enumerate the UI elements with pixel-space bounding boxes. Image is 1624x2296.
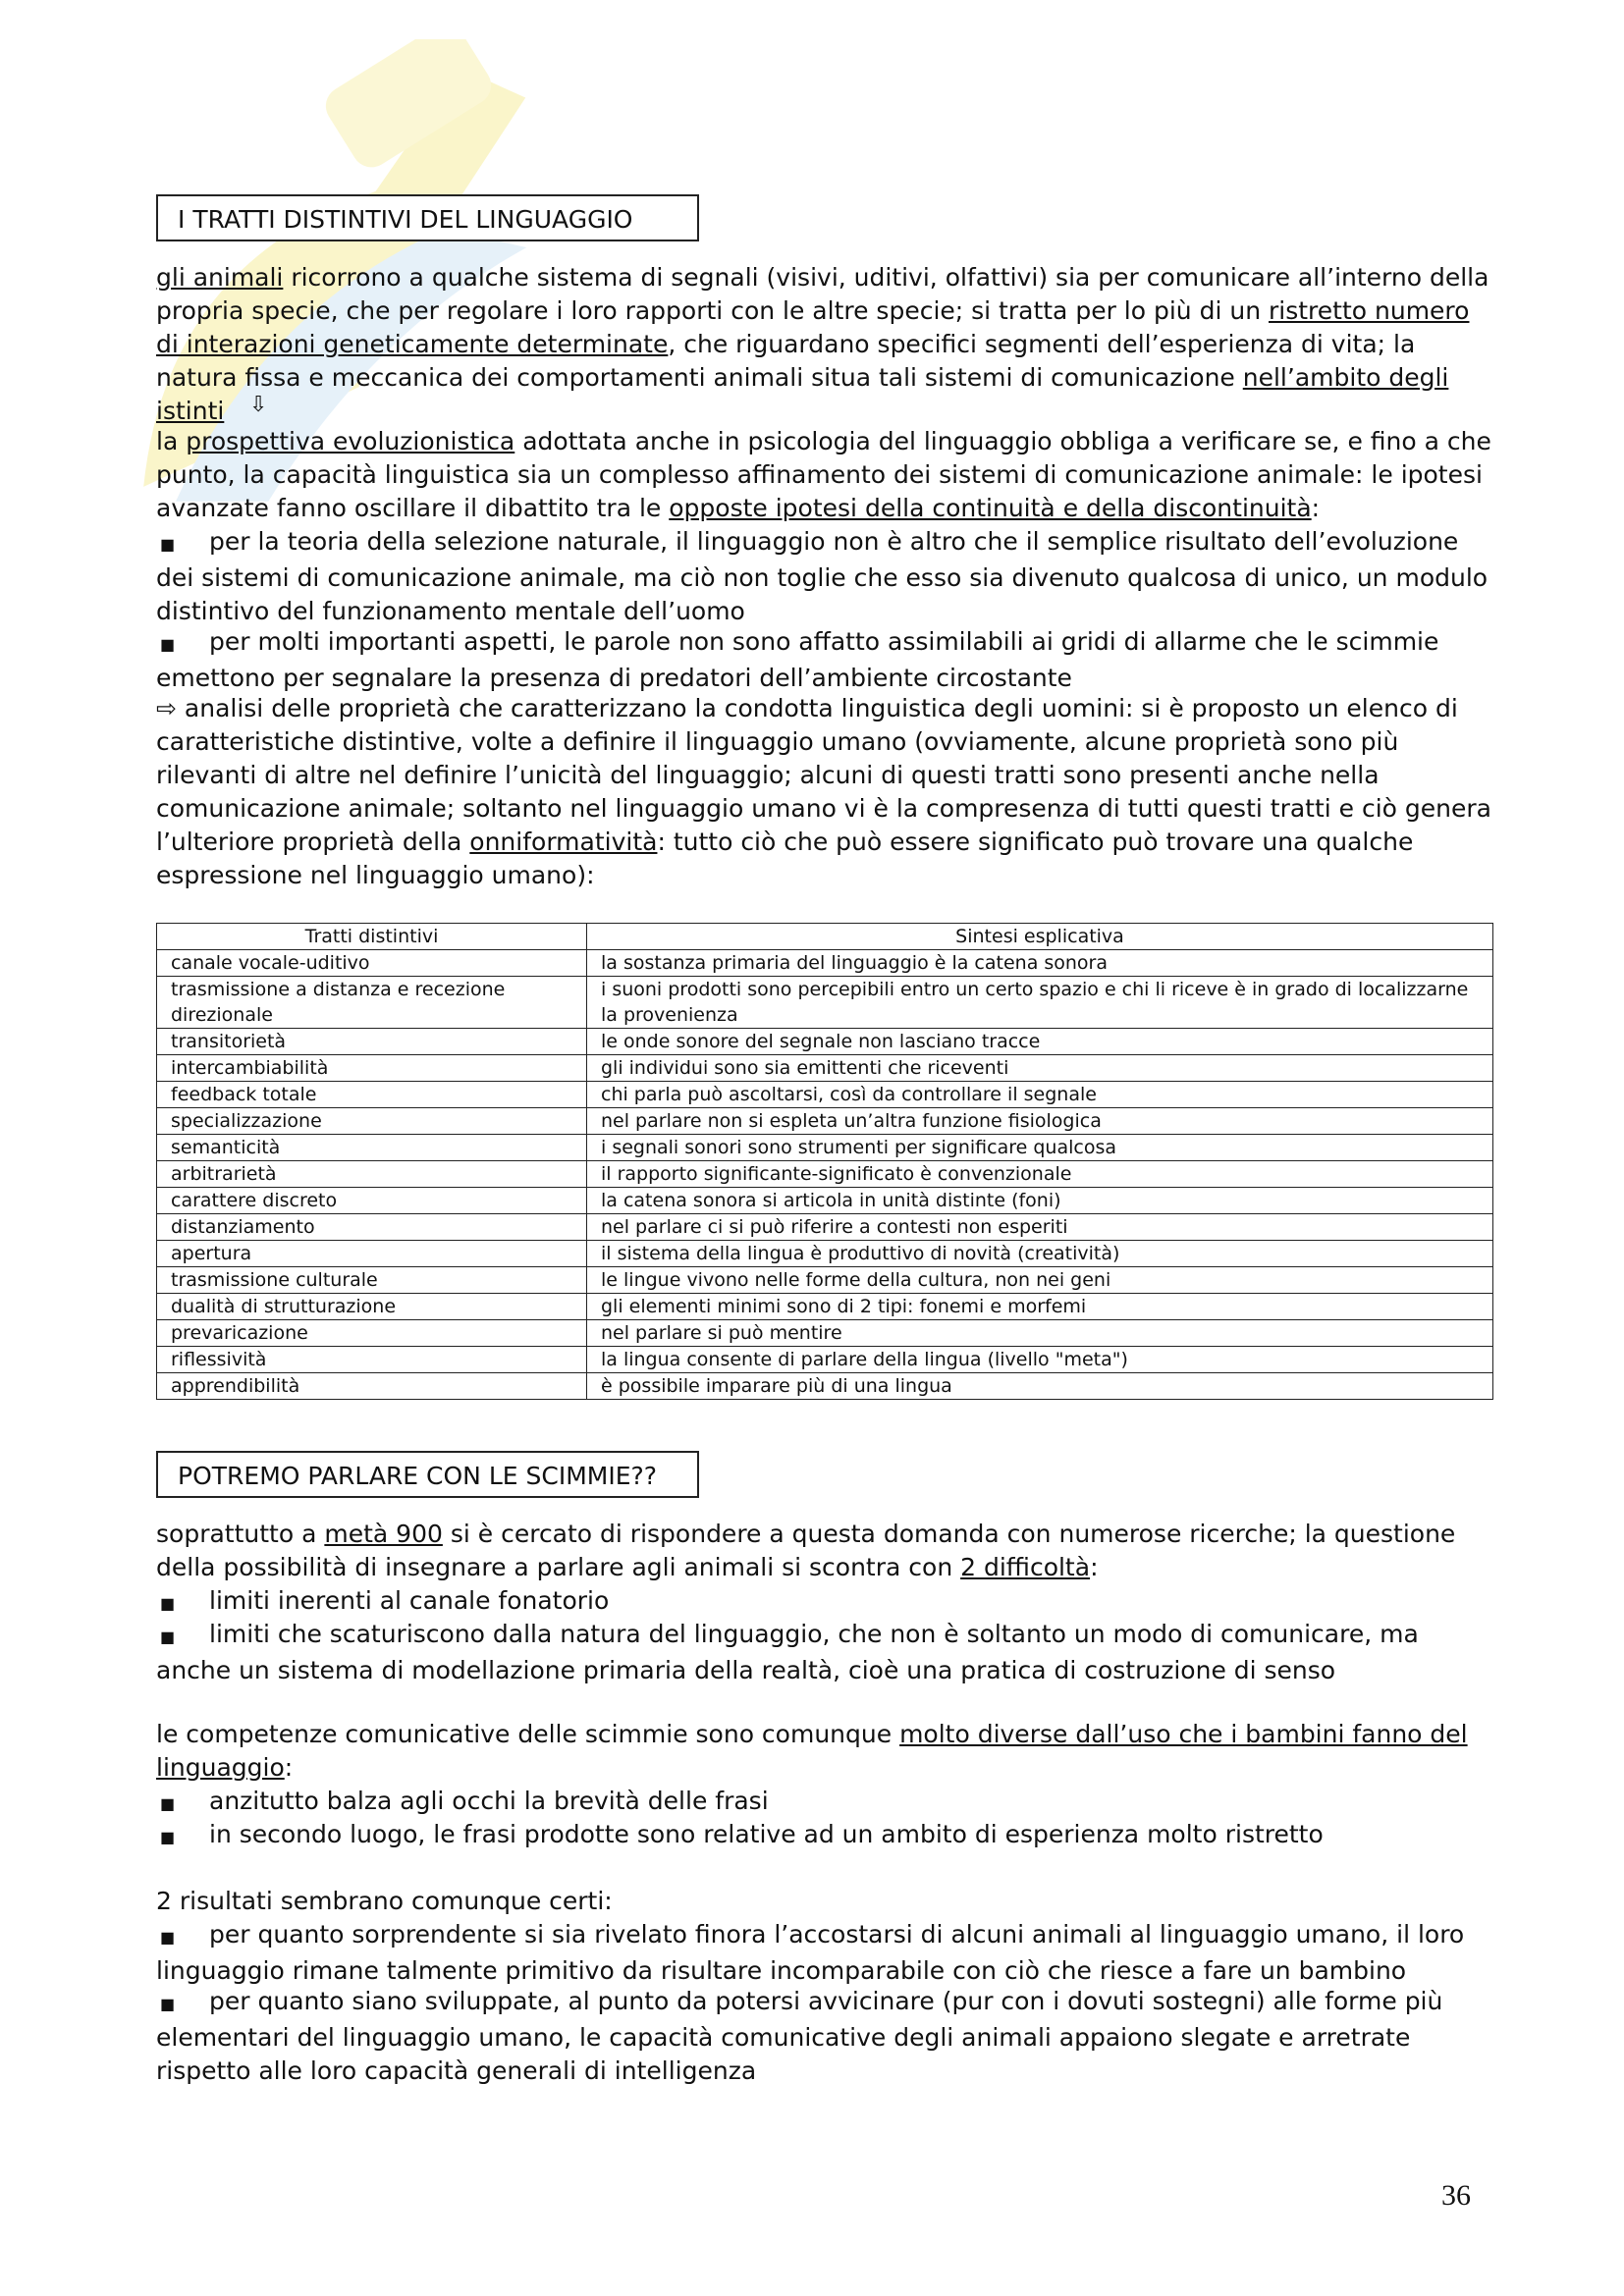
trait-description-cell: il rapporto significante-significato è convenzionale bbox=[587, 1161, 1493, 1188]
down-arrow-icon: ⇩ bbox=[249, 393, 268, 417]
bullet-item bbox=[156, 1918, 1491, 1988]
table-row bbox=[157, 1294, 1493, 1320]
table-row bbox=[157, 1188, 1493, 1214]
bullet-square-icon: ■ bbox=[160, 1995, 176, 2013]
column-header-traits: Tratti distintivi bbox=[157, 924, 587, 950]
table-row bbox=[157, 1108, 1493, 1135]
bullet-square-icon: ■ bbox=[160, 1594, 176, 1613]
trait-description-cell: le onde sonore del segnale non lasciano tracce bbox=[587, 1029, 1493, 1055]
text-span: soprattutto a bbox=[156, 1520, 325, 1548]
table-row bbox=[157, 1347, 1493, 1373]
bullet-square-icon: ■ bbox=[160, 535, 176, 554]
bullet-square-icon: ■ bbox=[160, 1628, 176, 1646]
text-span: analisi delle proprietà che caratterizzano la condotta linguistica degli uomini: si è proposto un elenco di caratteristiche distintive, volte a definire il linguaggio umano (ovviamente, alcune proprietà sono più rilevanti di altre nel definire l’unicità del linguaggio; alcuni di questi tratti sono presenti anche nella comunicazione animale; soltanto nel linguaggio umano vi è la compresenza di tutti questi tratti e ciò genera l’ulteriore proprietà della bbox=[156, 694, 1491, 856]
bullet-item bbox=[156, 525, 1491, 628]
trait-name-cell: semanticità bbox=[157, 1135, 587, 1161]
table-header-row bbox=[157, 924, 1493, 950]
underline-difficulties: 2 difficoltà bbox=[960, 1553, 1091, 1581]
trait-name-cell: canale vocale-uditivo bbox=[157, 950, 587, 977]
text-span: : tutto ciò che può essere significato può trovare una qualche espressione nel linguaggio umano): bbox=[156, 828, 1414, 889]
trait-description-cell: gli individui sono sia emittenti che riceventi bbox=[587, 1055, 1493, 1082]
trait-name-cell: transitorietà bbox=[157, 1029, 587, 1055]
column-header-synthesis: Sintesi esplicativa bbox=[587, 924, 1493, 950]
page-number: 36 bbox=[1441, 2179, 1471, 2212]
table-row bbox=[157, 977, 1493, 1029]
table-row bbox=[157, 1241, 1493, 1267]
table-row bbox=[157, 1082, 1493, 1108]
bullet-square-icon: ■ bbox=[160, 635, 176, 654]
trait-description-cell: nel parlare non si espleta un’altra funzione fisiologica bbox=[587, 1108, 1493, 1135]
bullet-text: limiti inerenti al canale fonatorio bbox=[209, 1586, 610, 1615]
bullet-text: per quanto siano sviluppate, al punto da potersi avvicinare (pur con i dovuti sostegni) alle forme più elementari del linguaggio umano, le capacità comunicative degli animali appaiono slegate e arretrate rispetto alle loro capacità generali di intelligenza bbox=[156, 1987, 1443, 2085]
trait-name-cell: specializzazione bbox=[157, 1108, 587, 1135]
bullet-text: anzitutto balza agli occhi la brevità delle frasi bbox=[209, 1787, 769, 1815]
underline-mid-900: metà 900 bbox=[324, 1520, 443, 1548]
paragraph-results: 2 risultati sembrano comunque certi: bbox=[156, 1887, 613, 1915]
trait-name-cell: distanziamento bbox=[157, 1214, 587, 1241]
table-row bbox=[157, 1029, 1493, 1055]
bullet-item bbox=[156, 1818, 1491, 1854]
table-row bbox=[157, 950, 1493, 977]
trait-description-cell: i segnali sonori sono strumenti per significare qualcosa bbox=[587, 1135, 1493, 1161]
underline-different-use: molto diverse dall’uso che i bambini fanno del linguaggio bbox=[156, 1720, 1468, 1782]
trait-description-cell: chi parla può ascoltarsi, così da controllare il segnale bbox=[587, 1082, 1493, 1108]
trait-description-cell: i suoni prodotti sono percepibili entro un certo spazio e chi li riceve è in grado di localizzarne la provenienza bbox=[587, 977, 1493, 1029]
paragraph-analysis bbox=[156, 692, 1491, 892]
underline-instincts: nell’ambito degli istinti bbox=[156, 363, 1449, 425]
text-span: le competenze comunicative delle scimmie sono comunque bbox=[156, 1720, 900, 1748]
text-span: adottata anche in psicologia del linguaggio obbliga a verificare se, e fino a che punto, la capacità linguistica sia un complesso affinamento dei sistemi di comunicazione animale: le ipotesi avanzate fanno oscillare il dibattito tra le bbox=[156, 427, 1491, 522]
underline-interactions: ristretto numero di interazioni geneticamente determinate bbox=[156, 296, 1470, 358]
table-row bbox=[157, 1373, 1493, 1400]
trait-name-cell: intercambiabilità bbox=[157, 1055, 587, 1082]
trait-name-cell: prevaricazione bbox=[157, 1320, 587, 1347]
trait-description-cell: gli elementi minimi sono di 2 tipi: fonemi e morfemi bbox=[587, 1294, 1493, 1320]
underline-omniformativity: onniformatività bbox=[469, 828, 658, 856]
bullet-item bbox=[156, 1785, 1491, 1821]
bullet-text: in secondo luogo, le frasi prodotte sono relative ad un ambito di esperienza molto ristretto bbox=[209, 1820, 1324, 1848]
text-span: : bbox=[1090, 1553, 1099, 1581]
section-title-monkeys: POTREMO PARLARE CON LE SCIMMIE?? bbox=[156, 1451, 699, 1498]
section-title-traits: I TRATTI DISTINTIVI DEL LINGUAGGIO bbox=[156, 194, 699, 241]
table-row bbox=[157, 1267, 1493, 1294]
traits-table bbox=[156, 923, 1493, 1400]
right-arrow-icon: ⇨ bbox=[156, 694, 177, 722]
trait-description-cell: il sistema della lingua è produttivo di novità (creatività) bbox=[587, 1241, 1493, 1267]
trait-description-cell: la catena sonora si articola in unità distinte (foni) bbox=[587, 1188, 1493, 1214]
trait-name-cell: trasmissione culturale bbox=[157, 1267, 587, 1294]
bullet-square-icon: ■ bbox=[160, 1794, 176, 1813]
underline-hypotheses: opposte ipotesi della continuità e della discontinuità bbox=[669, 494, 1312, 522]
table-row bbox=[157, 1055, 1493, 1082]
underline-evolution: prospettiva evoluzionistica bbox=[186, 427, 515, 455]
text-span: : bbox=[1311, 494, 1321, 522]
trait-name-cell: riflessività bbox=[157, 1347, 587, 1373]
table-row bbox=[157, 1161, 1493, 1188]
trait-name-cell: apertura bbox=[157, 1241, 587, 1267]
text-span: ricorrono a qualche sistema di segnali (visivi, uditivi, olfattivi) sia per comunicare all’interno della propria specie, che per regolare i loro rapporti con le altre specie; si tratta per lo più di un bbox=[156, 263, 1489, 325]
trait-description-cell: nel parlare ci si può riferire a contesti non esperiti bbox=[587, 1214, 1493, 1241]
trait-name-cell: feedback totale bbox=[157, 1082, 587, 1108]
bullet-item bbox=[156, 625, 1491, 695]
bullet-item bbox=[156, 1985, 1491, 2088]
trait-name-cell: carattere discreto bbox=[157, 1188, 587, 1214]
bullet-text: per quanto sorprendente si sia rivelato finora l’accostarsi di alcuni animali al linguaggio umano, il loro linguaggio rimane talmente primitivo da risultare incomparabile con ciò che riesce a fare un bambino bbox=[156, 1920, 1465, 1985]
paragraph-animals bbox=[156, 261, 1491, 428]
trait-name-cell: dualità di strutturazione bbox=[157, 1294, 587, 1320]
bullet-square-icon: ■ bbox=[160, 1928, 176, 1947]
bullet-text: per molti importanti aspetti, le parole non sono affatto assimilabili ai gridi di allarme che le scimmie emettono per segnalare la presenza di predatori dell’ambiente circostante bbox=[156, 627, 1439, 692]
trait-description-cell: la lingua consente di parlare della lingua (livello "meta") bbox=[587, 1347, 1493, 1373]
paragraph-evolution bbox=[156, 425, 1491, 525]
text-span: : bbox=[284, 1753, 294, 1782]
text-span: si è cercato di rispondere a questa domanda con numerose ricerche; la questione della possibilità di insegnare a parlare agli animali si scontra con bbox=[156, 1520, 1456, 1581]
bullet-item bbox=[156, 1584, 1491, 1621]
trait-description-cell: nel parlare si può mentire bbox=[587, 1320, 1493, 1347]
bullet-text: limiti che scaturiscono dalla natura del linguaggio, che non è soltanto un modo di comunicare, ma anche un sistema di modellazione primaria della realtà, cioè una pratica di costruzione di senso bbox=[156, 1620, 1419, 1684]
trait-description-cell: è possibile imparare più di una lingua bbox=[587, 1373, 1493, 1400]
trait-name-cell: trasmissione a distanza e recezione direzionale bbox=[157, 977, 587, 1029]
trait-description-cell: la sostanza primaria del linguaggio è la catena sonora bbox=[587, 950, 1493, 977]
text-span: , che riguardano specifici segmenti dell’esperienza di vita; la natura fissa e meccanica dei comportamenti animali situa tali sistemi di comunicazione bbox=[156, 330, 1416, 392]
table-row bbox=[157, 1135, 1493, 1161]
bullet-square-icon: ■ bbox=[160, 1828, 176, 1846]
trait-name-cell: apprendibilità bbox=[157, 1373, 587, 1400]
table-row bbox=[157, 1320, 1493, 1347]
underline-animals: gli animali bbox=[156, 263, 284, 292]
paragraph-research bbox=[156, 1518, 1491, 1584]
trait-description-cell: le lingue vivono nelle forme della cultura, non nei geni bbox=[587, 1267, 1493, 1294]
traits-table-body bbox=[157, 950, 1493, 1400]
paragraph-competences bbox=[156, 1718, 1491, 1785]
table-row bbox=[157, 1214, 1493, 1241]
bullet-item bbox=[156, 1618, 1491, 1687]
bullet-text: per la teoria della selezione naturale, il linguaggio non è altro che il semplice risultato dell’evoluzione dei sistemi di comunicazione animale, ma ciò non toglie che esso sia divenuto qualcosa di unico, un modulo distintivo del funzionamento mentale dell’uomo bbox=[156, 527, 1489, 625]
trait-name-cell: arbitrarietà bbox=[157, 1161, 587, 1188]
text-span: la bbox=[156, 427, 187, 455]
